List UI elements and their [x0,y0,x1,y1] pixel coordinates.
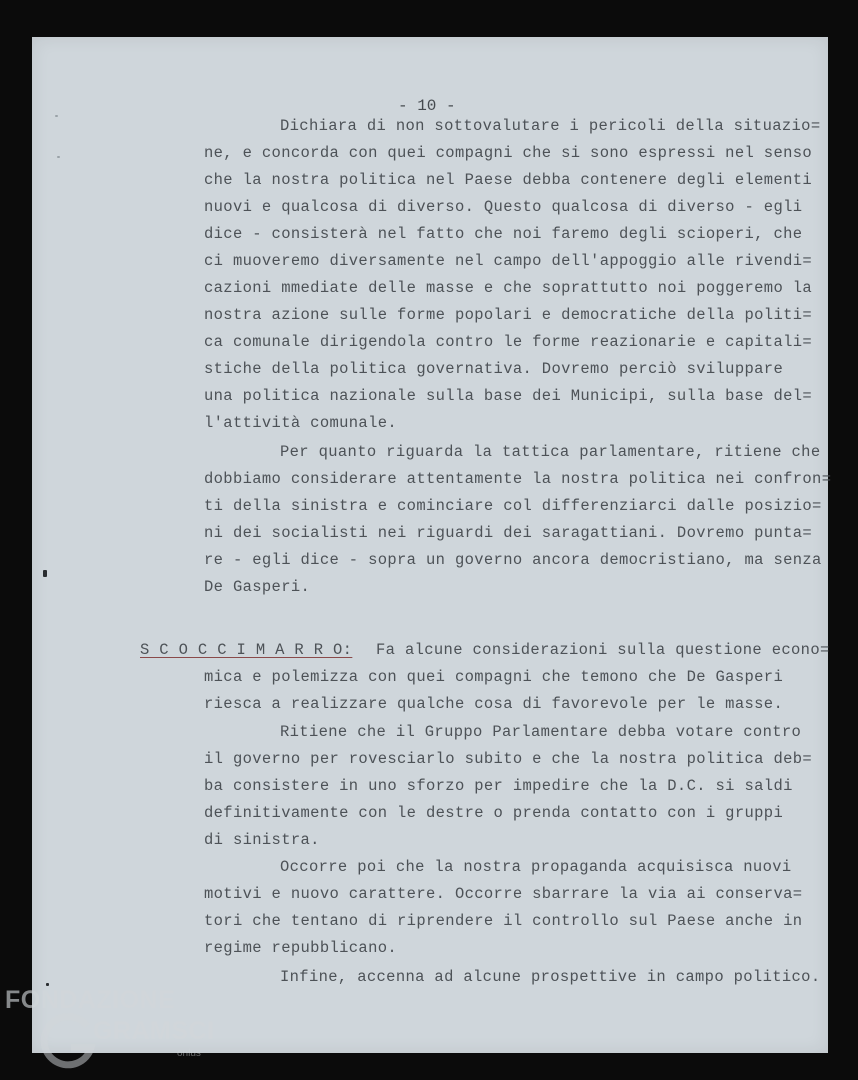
paper-mark [55,115,58,117]
text-line: che la nostra politica nel Paese debba contenere degli elementi [204,171,813,189]
watermark-logo-icon [37,1010,99,1072]
text-line: Infine, accenna ad alcune prospettive in campo politico. [280,968,821,986]
fondazione-gramsci-watermark [5,986,225,1076]
text-line: Per quanto riguarda la tattica parlamentare, ritiene che [280,443,821,461]
text-line: ne, e concorda con quei compagni che si sono espressi nel senso [204,144,813,162]
watermark-line3: onlus [177,1048,201,1059]
watermark-line2: GRAMSCI [93,1017,215,1045]
text-line: ni dei socialisti nei riguardi dei saragattiani. Dovremo punta= [204,524,813,542]
text-line: regime repubblicano. [204,939,398,957]
text-line: ca comunale dirigendola contro le forme reazionarie e capitali= [204,333,813,351]
punch-hole-mark [43,570,47,577]
text-line: cazioni mmediate delle masse e che soprattutto noi poggeremo la [204,279,813,297]
text-line: re - egli dice - sopra un governo ancora democristiano, ma senza [204,551,822,569]
text-line: di sinistra. [204,831,320,849]
text-line: mica e polemizza con quei compagni che temono che De Gasperi [204,668,784,686]
text-line: ti della sinistra e cominciare col differenziarci dalle posizio= [204,497,822,515]
speaker-name: S C O C C I M A R R O: [140,641,353,659]
text-line: Fa alcune considerazioni sulla questione econo= [376,641,830,659]
text-line: Dichiara di non sottovalutare i pericoli della situazio= [280,117,821,135]
text-line: Occorre poi che la nostra propaganda acquisisca nuovi [280,858,792,876]
text-line: Ritiene che il Gruppo Parlamentare debba votare contro [280,723,802,741]
text-line: riesca a realizzare qualche cosa di favorevole per le masse. [204,695,784,713]
page-number: - 10 - [398,97,456,115]
text-line: nostra azione sulle forme popolari e democratiche della politi= [204,306,813,324]
text-line: dice - consisterà nel fatto che noi faremo degli scioperi, che [204,225,803,243]
text-line: motivi e nuovo carattere. Occorre sbarrare la via ai conserva= [204,885,803,903]
text-line: una politica nazionale sulla base dei Municipi, sulla base del= [204,387,813,405]
text-line: nuovi e qualcosa di diverso. Questo qualcosa di diverso - egli [204,198,803,216]
document-page [32,37,832,1053]
watermark-line1: FONDAZIONE [5,986,176,1014]
text-line: De Gasperi. [204,578,311,596]
text-line: tori che tentano di riprendere il controllo sul Paese anche in [204,912,803,930]
text-line: ci muoveremo diversamente nel campo dell'appoggio alle rivendi= [204,252,813,270]
text-line: l'attività comunale. [204,414,398,432]
text-line: il governo per rovesciarlo subito e che la nostra politica deb= [204,750,813,768]
text-line: stiche della politica governativa. Dovremo perciò sviluppare [204,360,784,378]
text-line: ba consistere in uno sforzo per impedire che la D.C. si saldi [204,777,793,795]
paper-mark [57,156,60,158]
text-line: definitivamente con le destre o prenda contatto con i gruppi [204,804,784,822]
text-line: dobbiamo considerare attentamente la nostra politica nei confron= [204,470,832,488]
